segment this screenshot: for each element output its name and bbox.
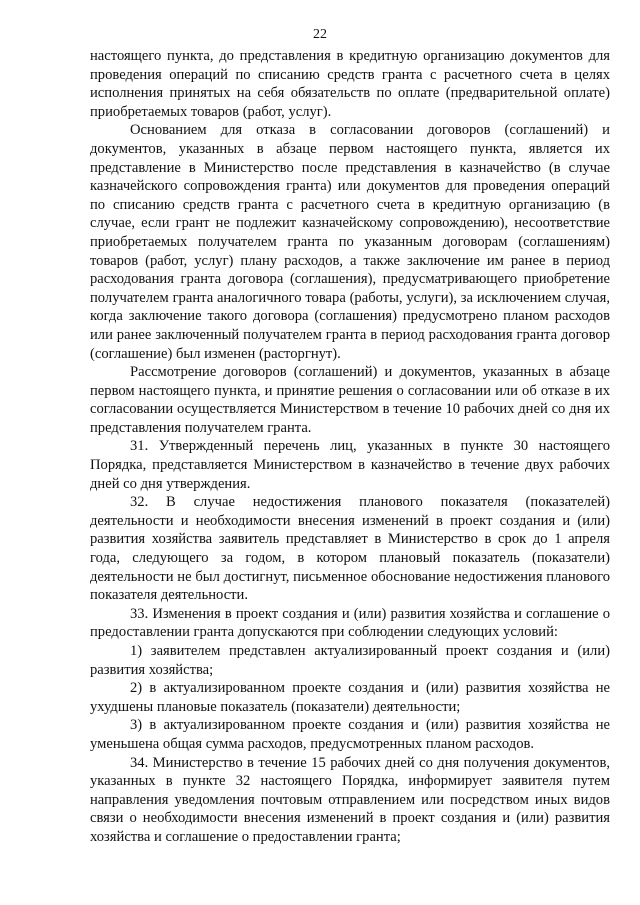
paragraph-item-31: 31. Утвержденный перечень лиц, указанных в пункте 30 настоящего Порядка, представляется Министерством в казначейство в течение двух рабочих дней со дня утверждения. xyxy=(90,438,610,492)
paragraph-item-32: 32. В случае недостижения планового показателя (показателей) деятельности и необходимости внесения изменений в проект создания и (или) развития хозяйства заявитель представляет в Министерство в срок до 1 апреля года, следующего за годом, в котором плановый показатель (показатели) деятельности не был достигнут, письменное обоснование недостижения планового показателя деятельности. xyxy=(90,494,610,604)
paragraph-item-33: 33. Изменения в проект создания и (или) развития хозяйства и соглашение о предоставлении гранта допускаются при соблюдении следующих условий: xyxy=(90,605,610,641)
paragraph-item-34: 34. Министерство в течение 15 рабочих дней со дня получения документов, указанных в пункте 32 настоящего Порядка, информирует заявителя путем направления уведомления почтовым отправлением или посредством иных видов связи о необходимости внесения изменений в проект создания и (или) развития хозяйства и соглашение о предоставлении гранта; xyxy=(90,754,610,845)
page-number: 22 xyxy=(313,27,327,42)
paragraph-refusal-grounds: Основанием для отказа в согласовании договоров (соглашений) и документов, указанных в абзаце первом настоящего пункта, является их представление в Министерство после представления в казначейство (в случае казначейского сопровождения гранта) или документов для проведения операций по списанию средств гранта с расчетного счета в кредитную организацию (в случае, если грант не подлежит казначейскому сопровождению), несоответствие приобретаемых получателем гранта по указанным договорам (соглашениям) товаров (работ, услуг) плану расходов, а также заключение им ранее в период расходования гранта договора (соглашения), предусматривающего приобретение получателем гранта аналогичного товара (работы, услуги), за исключением случая, когда заключение такого договора (соглашения) предусмотрено планом расходов или ранее заключенный получателем гранта в период расходования гранта договор (соглашение) был изменен (расторгнут). xyxy=(90,122,610,362)
paragraph-condition-2: 2) в актуализированном проекте создания и (или) развития хозяйства не ухудшены плановые показатель (показатели) деятельности; xyxy=(90,680,610,715)
paragraph-condition-1: 1) заявителем представлен актуализированный проект создания и (или) развития хозяйства; xyxy=(90,643,610,678)
paragraph-review-term: Рассмотрение договоров (соглашений) и документов, указанных в абзаце первом настоящего пункта, и принятие решения о согласовании или об отказе в их согласовании осуществляется Министерством в течение 10 рабочих дней со дня их представления получателем гранта. xyxy=(90,364,610,436)
paragraph-condition-3: 3) в актуализированном проекте создания и (или) развития хозяйства не уменьшена общая сумма расходов, предусмотренных планом расходов. xyxy=(90,717,610,752)
document-body xyxy=(90,47,610,847)
paragraph-continuation: настоящего пункта, до представления в кредитную организацию документов для проведения операций по списанию средств гранта с расчетного счета в целях исполнения принятых на себя обязательств по оплате (предварительной оплате) приобретаемых товаров (работ, услуг). xyxy=(90,48,610,120)
